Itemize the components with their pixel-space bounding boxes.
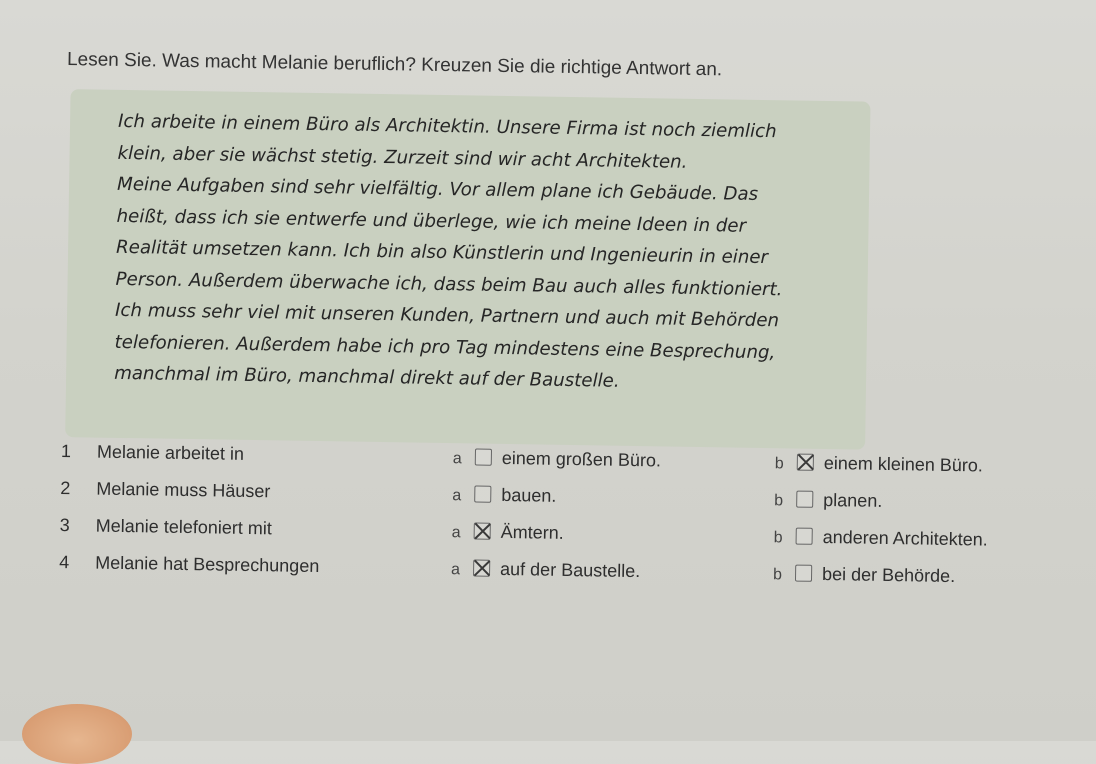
option-letter: a	[452, 487, 462, 505]
question-number: 3	[59, 515, 70, 536]
reading-line: telefonieren. Außerdem habe ich pro Tag mindestens eine Besprechung,	[114, 331, 776, 363]
option-b	[774, 489, 882, 512]
reading-line: Ich muss sehr viel mit unseren Kunden, Partnern und auch mit Behörden	[114, 299, 780, 332]
question-stem: Melanie arbeitet in	[96, 441, 245, 464]
option-text: einem kleinen Büro.	[823, 452, 984, 476]
option-letter: b	[774, 455, 784, 473]
option-text: Ämtern.	[500, 521, 564, 543]
reading-text-box	[65, 89, 870, 450]
reading-line: klein, aber sie wächst stetig. Zurzeit sind wir acht Architekten.	[117, 142, 688, 173]
option-b	[774, 526, 988, 550]
option-a	[452, 521, 564, 544]
reading-line: Realität umsetzen kann. Ich bin also Künstlerin und Ingenieurin in einer	[115, 236, 769, 269]
option-text: einem großen Büro.	[501, 447, 662, 471]
option-b	[773, 563, 955, 587]
option-checkbox[interactable]	[474, 523, 491, 540]
option-letter: b	[772, 566, 783, 584]
option-checkbox[interactable]	[474, 486, 491, 503]
option-checkbox[interactable]	[796, 491, 813, 508]
instruction-text: Lesen Sie. Was macht Melanie beruflich? Kreuzen Sie die richtige Antwort an.	[66, 49, 723, 81]
option-checkbox[interactable]	[473, 560, 490, 577]
reading-line: Person. Außerdem überwache ich, dass beim Bau auch alles funktioniert.	[115, 268, 783, 300]
option-a	[451, 558, 640, 582]
option-letter: b	[773, 529, 783, 547]
option-text: planen.	[823, 489, 883, 511]
option-text: anderen Architekten.	[822, 526, 988, 550]
option-letter: a	[451, 524, 461, 542]
reading-line: Ich arbeite in einem Büro als Architektin. Unsere Firma ist noch ziemlich	[117, 110, 777, 143]
question-number: 2	[60, 478, 71, 499]
option-text: bauen.	[501, 484, 557, 506]
reading-text	[114, 106, 868, 401]
option-checkbox[interactable]	[795, 565, 812, 582]
option-checkbox[interactable]	[797, 454, 814, 471]
finger-thumb	[22, 704, 132, 764]
reading-line: heißt, dass ich sie entwerfe und überlege, wie ich meine Ideen in der	[116, 205, 747, 237]
option-a	[453, 447, 661, 471]
option-a	[452, 484, 556, 507]
option-letter: a	[450, 561, 461, 579]
reading-line: Meine Aufgaben sind sehr vielfältig. Vor allem plane ich Gebäude. Das	[116, 173, 759, 205]
option-checkbox[interactable]	[796, 528, 813, 545]
question-number: 1	[60, 441, 72, 462]
option-b	[775, 452, 983, 476]
option-text: auf der Baustelle.	[499, 558, 641, 582]
question-number: 4	[59, 552, 70, 573]
option-text: bei der Behörde.	[821, 563, 956, 587]
question-list	[59, 441, 1061, 605]
question-stem: Melanie hat Besprechungen	[95, 552, 320, 577]
question-stem: Melanie telefoniert mit	[95, 515, 272, 539]
option-checkbox[interactable]	[475, 449, 492, 466]
reading-line: manchmal im Büro, manchmal direkt auf der Baustelle.	[113, 362, 620, 392]
option-letter: b	[774, 492, 784, 510]
option-letter: a	[452, 450, 462, 468]
question-stem: Melanie muss Häuser	[96, 478, 271, 502]
